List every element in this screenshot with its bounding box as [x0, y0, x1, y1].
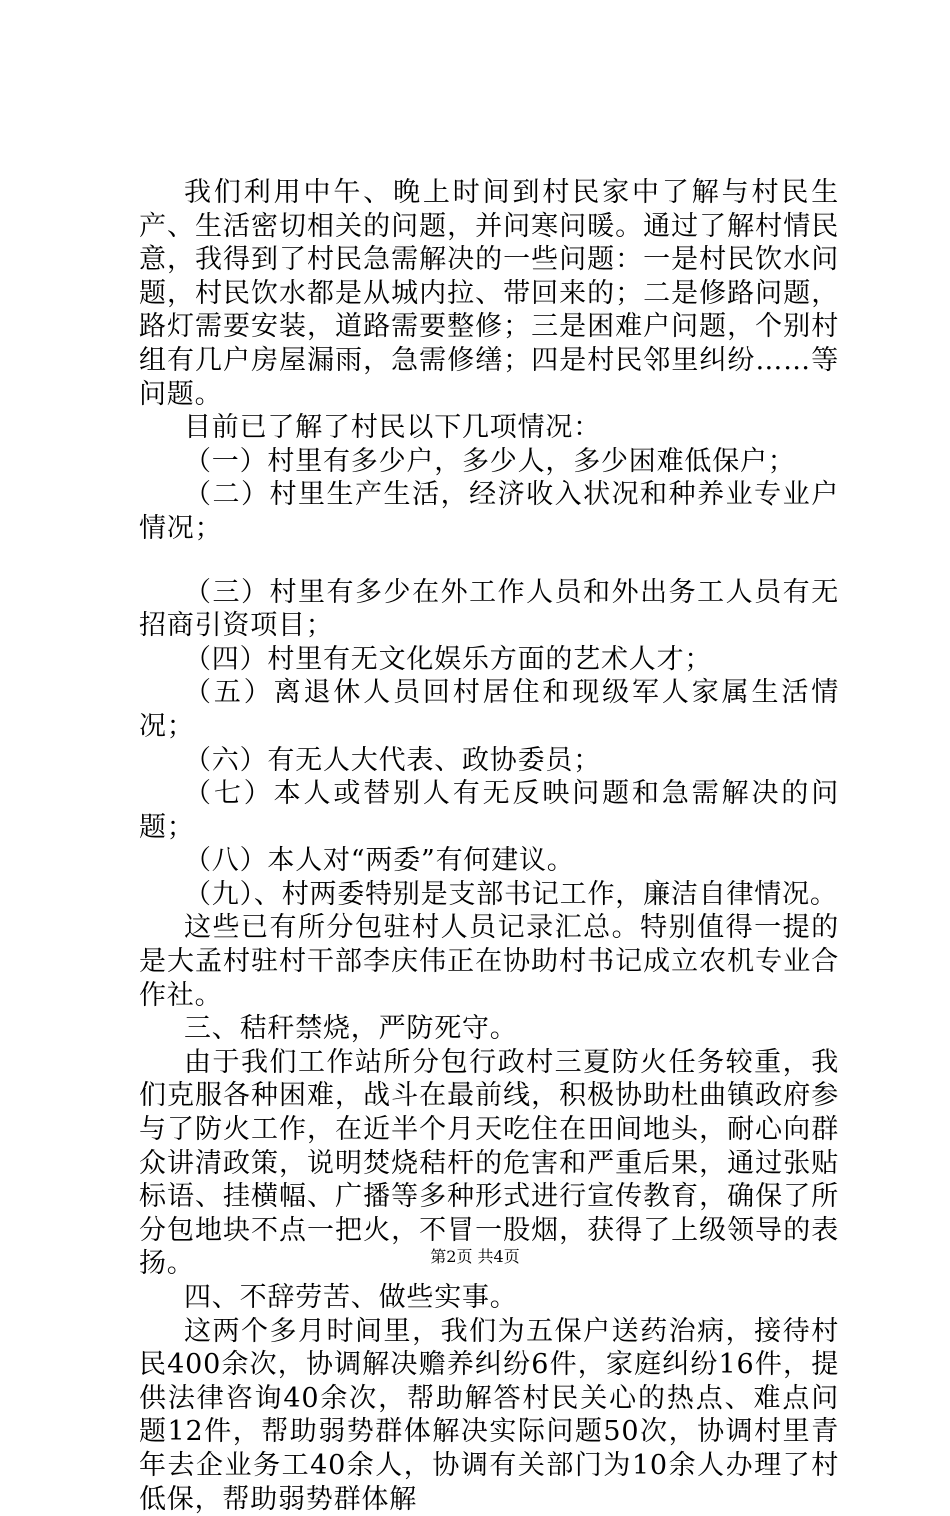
list-item-4: （四）村里有无文化娱乐方面的艺术人才； [184, 643, 713, 675]
list-item-8: （八）本人对“两委”有何建议。 [184, 845, 575, 877]
paragraph-records-summary: 这些已有所分包驻村人员记录汇总。特别值得一提的是大孟村驻村干部李庆伟正在协助村书记成立农机专业合作社。 [139, 912, 839, 1011]
paragraph-fire-prevention: 由于我们工作站所分包行政村三夏防火任务较重，我们克服各种困难，战斗在最前线，积极协助杜曲镇政府参与了防火工作，在近半个月天吃住在田间地头，耐心向群众讲清政策，说明焚烧秸杆的危害和严重后果，通过张贴标语、挂横幅、广播等多种形式进行宣传教育，确保了所分包地块不点一把火，不冒一股烟，获得了上级领导的表扬。 [139, 1046, 839, 1280]
list-item-2: （二）村里生产生活，经济收入状况和种养业专业户情况； [139, 479, 839, 544]
list-item-7: （七）本人或替别人有无反映问题和急需解决的问题； [139, 778, 839, 843]
paragraph-situation-intro: 目前已了解了村民以下几项情况： [184, 412, 601, 444]
list-item-3: （三）村里有多少在外工作人员和外出务工人员有无招商引资项目； [139, 576, 839, 642]
list-item-1: （一）村里有多少户，多少人，多少困难低保户； [184, 445, 796, 477]
document-body [139, 176, 839, 1516]
section-heading-4: 四、不辞劳苦、做些实事。 [184, 1282, 518, 1313]
paragraph-practical-work: 这两个多月时间里，我们为五保户送药治病，接待村民400余次，协调解决赡养纠纷6件，家庭纠纷16件，提供法律咨询40余次，帮助解答村民关心的热点、难点问题12件，帮助弱势群体解决实际问题50次，协调村里青年去企业务工40余人，协调有关部门为10余人办理了村低保，帮助弱势群体解 [139, 1315, 839, 1515]
list-item-9: （九）、村两委特别是支部书记工作，廉洁自律情况。 [184, 878, 838, 910]
list-item-5: （五）离退休人员回村居住和现级军人家属生活情况； [139, 677, 839, 742]
list-item-6: （六）有无人大代表、政协委员； [184, 744, 601, 776]
section-heading-3: 三、秸秆禁烧，严防死守。 [184, 1013, 518, 1045]
paragraph-visit-villagers: 我们利用中午、晚上时间到村民家中了解与村民生产、生活密切相关的问题，并问寒问暖。通过了解村情民意，我得到了村民急需解决的一些问题：一是村民饮水问题，村民饮水都是从城内拉、带回来的；二是修路问题，路灯需要安装，道路需要整修；三是困难户问题，个别村组有几户房屋漏雨，急需修缮；四是村民邻里纠纷……等问题。 [139, 177, 839, 410]
page-number-footer: 第2页 共4页 [430, 1247, 520, 1266]
